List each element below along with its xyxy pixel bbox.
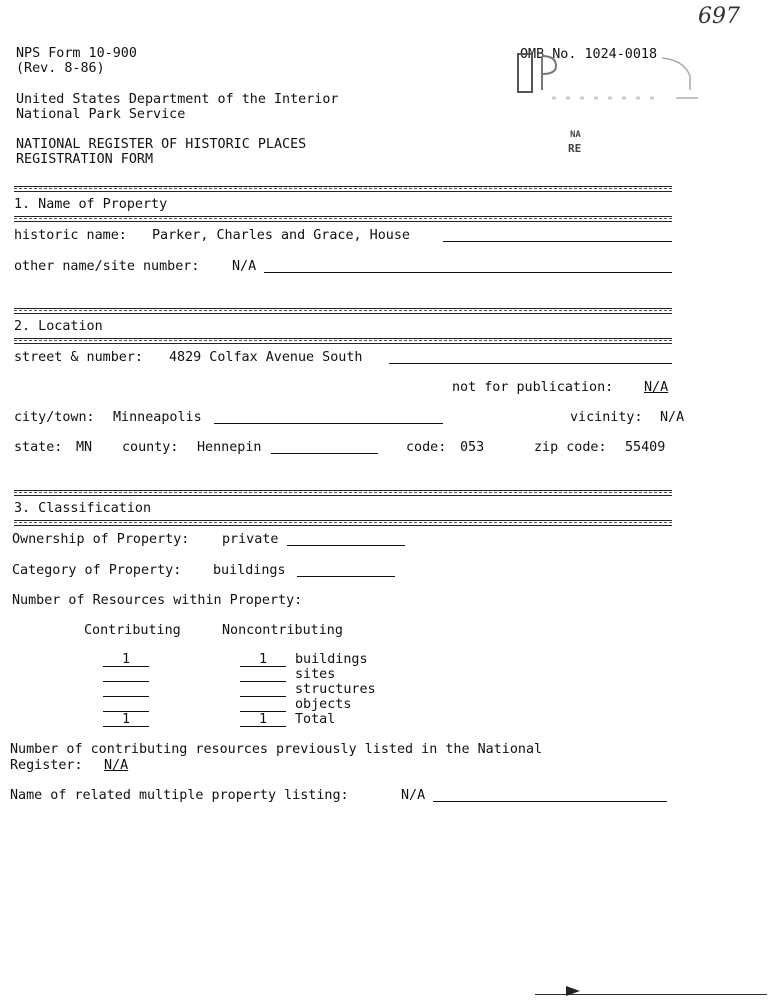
city-label: city/town: xyxy=(14,410,95,425)
county-value[interactable]: Hennepin xyxy=(197,440,262,455)
section-divider xyxy=(14,186,672,192)
form-revision: (Rev. 8-86) xyxy=(16,61,105,76)
county-label: county: xyxy=(122,440,179,455)
scan-mark-icon xyxy=(566,986,582,996)
historic-name-value[interactable]: Parker, Charles and Grace, House xyxy=(152,228,410,243)
other-name-value[interactable]: N/A xyxy=(232,259,257,274)
row-label-structures: structures xyxy=(295,682,376,697)
section-divider xyxy=(14,308,672,314)
fill-line xyxy=(287,545,405,546)
fill-line xyxy=(103,696,149,697)
code-value[interactable]: 053 xyxy=(460,440,485,455)
form-number: NPS Form 10-900 xyxy=(16,46,137,61)
contributing-total[interactable]: 1 xyxy=(121,712,131,727)
form-title: REGISTRATION FORM xyxy=(16,152,154,167)
not-for-publication-label: not for publication: xyxy=(452,380,614,395)
not-for-publication-value[interactable]: N/A xyxy=(644,380,669,395)
section-3-title: 3. Classification xyxy=(14,501,152,516)
fill-line xyxy=(264,272,672,273)
ownership-label: Ownership of Property: xyxy=(12,532,190,547)
previously-listed-label: Number of contributing resources previously listed in the National xyxy=(10,742,543,757)
related-listing-value[interactable]: N/A xyxy=(401,788,426,803)
section-divider xyxy=(14,338,672,344)
category-label: Category of Property: xyxy=(12,563,182,578)
fill-line xyxy=(297,576,395,577)
noncontributing-header: Noncontributing xyxy=(222,623,343,638)
handwritten-page-number: 697 xyxy=(698,4,740,29)
noncontributing-buildings[interactable]: 1 xyxy=(258,652,268,667)
other-name-label: other name/site number: xyxy=(14,259,200,274)
ownership-value[interactable]: private xyxy=(222,532,279,547)
previously-listed-value[interactable]: N/A xyxy=(104,758,129,773)
section-1-title: 1. Name of Property xyxy=(14,197,168,212)
row-label-objects: objects xyxy=(295,697,352,712)
noncontributing-total[interactable]: 1 xyxy=(258,712,268,727)
vicinity-label: vicinity: xyxy=(570,410,643,425)
zip-label: zip code: xyxy=(534,440,607,455)
section-2-title: 2. Location xyxy=(14,319,103,334)
fill-line xyxy=(443,241,672,242)
fill-line xyxy=(389,363,672,364)
fill-line xyxy=(103,681,149,682)
state-value[interactable]: MN xyxy=(76,440,93,455)
section-divider xyxy=(14,490,672,496)
omb-number: OMB No. 1024-0018 xyxy=(520,47,658,62)
street-value[interactable]: 4829 Colfax Avenue South xyxy=(169,350,363,365)
stamp-text-1: NA xyxy=(570,130,581,140)
historic-name-label: historic name: xyxy=(14,228,127,243)
row-label-sites: sites xyxy=(295,667,336,682)
contributing-buildings[interactable]: 1 xyxy=(121,652,131,667)
related-listing-label: Name of related multiple property listing: xyxy=(10,788,349,803)
fill-line xyxy=(240,696,286,697)
category-value[interactable]: buildings xyxy=(213,563,286,578)
street-label: street & number: xyxy=(14,350,143,365)
section-divider xyxy=(14,216,672,222)
contributing-header: Contributing xyxy=(84,623,181,638)
fill-line xyxy=(240,681,286,682)
section-divider xyxy=(14,520,672,526)
stamp-text-2: RE xyxy=(568,142,582,155)
code-label: code: xyxy=(406,440,447,455)
register-title: NATIONAL REGISTER OF HISTORIC PLACES xyxy=(16,137,307,152)
vicinity-value[interactable]: N/A xyxy=(660,410,685,425)
fill-line xyxy=(433,801,667,802)
row-label-buildings: buildings xyxy=(295,652,368,667)
zip-value[interactable]: 55409 xyxy=(625,440,666,455)
previously-listed-label-2: Register: xyxy=(10,758,83,773)
department-name: United States Department of the Interior xyxy=(16,92,339,107)
service-name: National Park Service xyxy=(16,107,186,122)
received-stamp xyxy=(512,50,702,160)
state-label: state: xyxy=(14,440,63,455)
fill-line xyxy=(214,423,443,424)
fill-line xyxy=(271,453,378,454)
row-label-total: Total xyxy=(295,712,336,727)
resources-label: Number of Resources within Property: xyxy=(12,593,303,608)
city-value[interactable]: Minneapolis xyxy=(113,410,202,425)
